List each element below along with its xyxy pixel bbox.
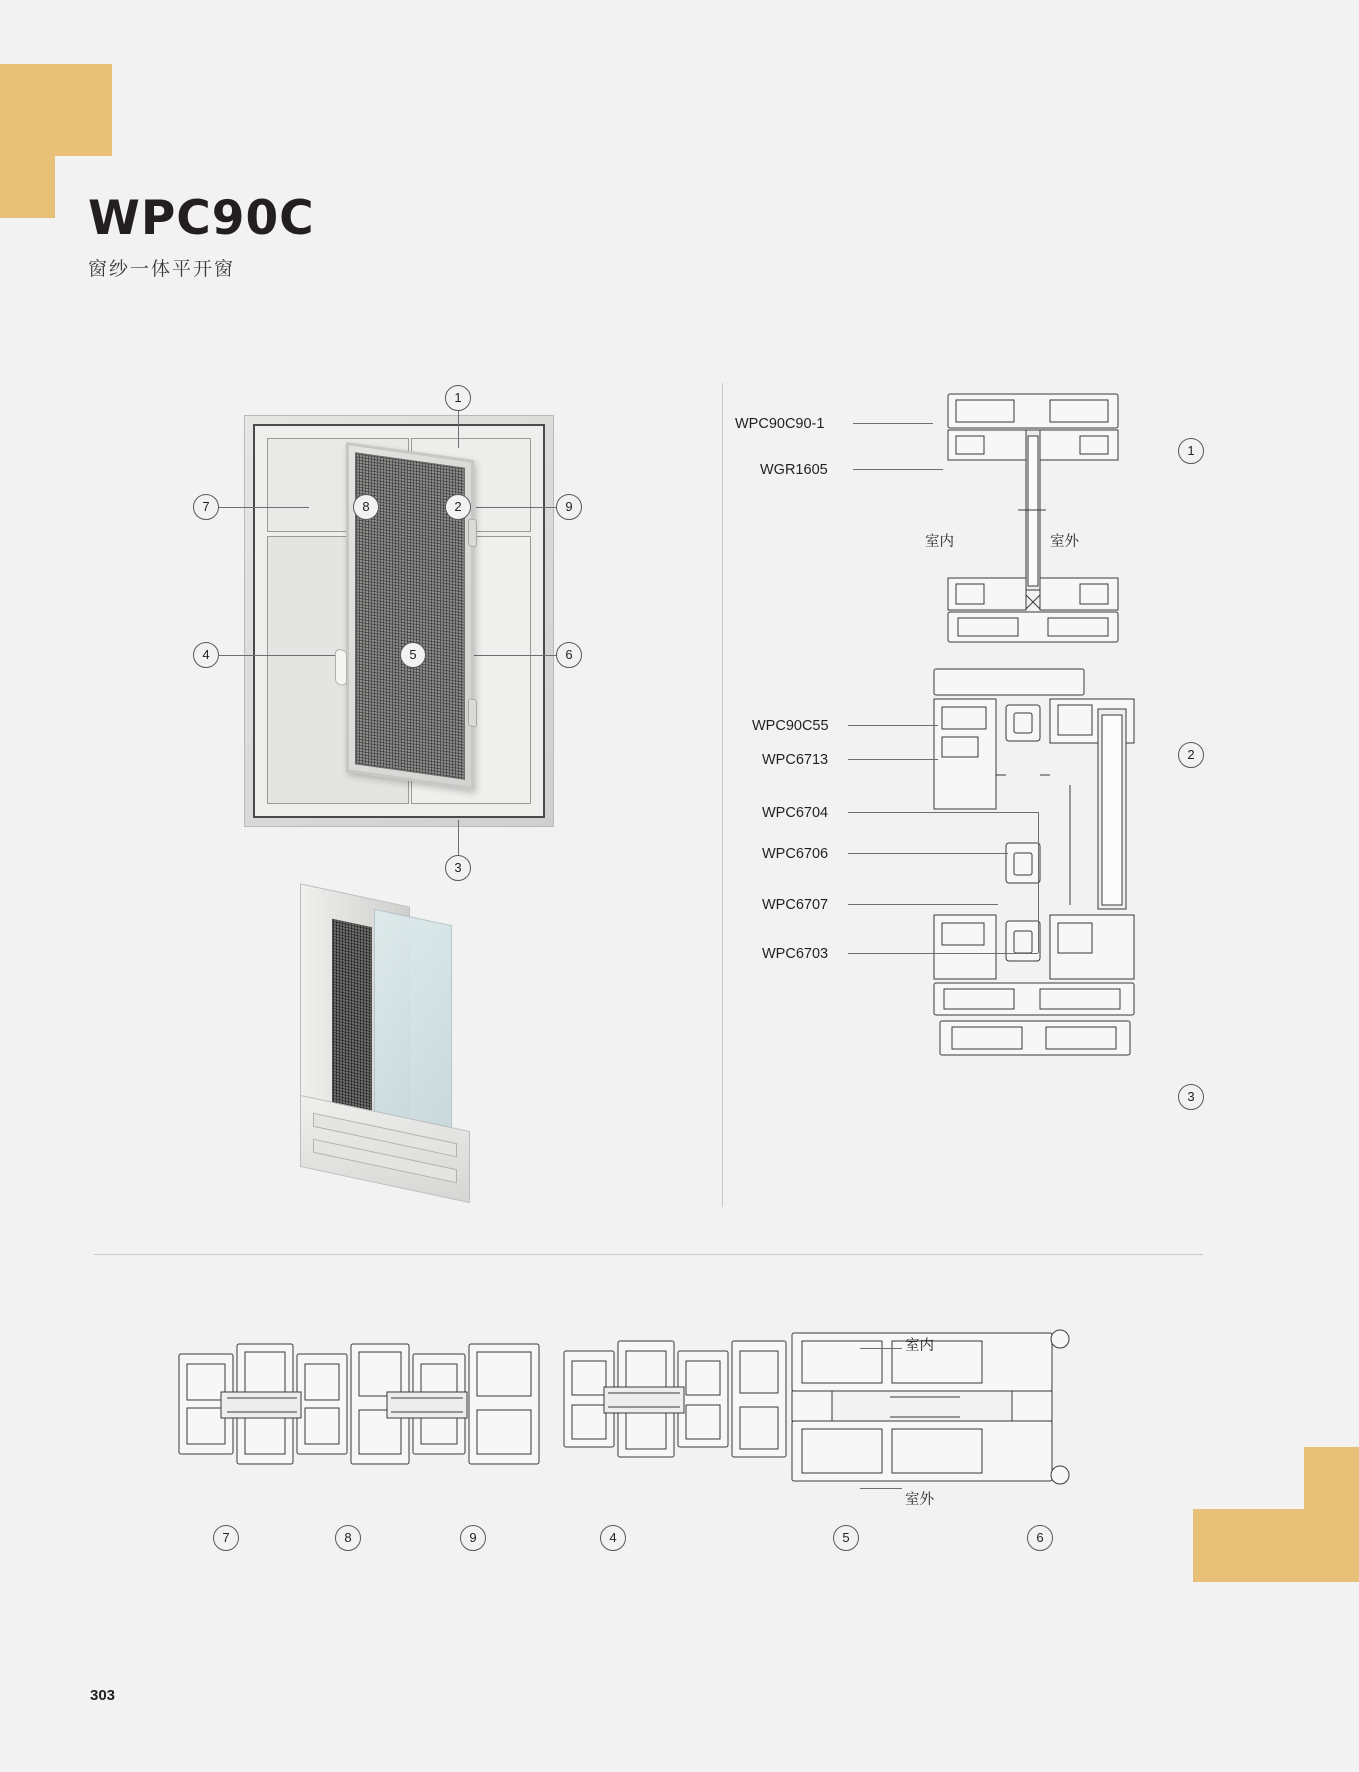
callout-9-photo: 9 xyxy=(556,494,582,520)
callout-6-photo: 6 xyxy=(556,642,582,668)
leader-callout-7 xyxy=(219,507,309,508)
detail-section-1-drawing xyxy=(940,390,1140,660)
decor-corner-top-left-small xyxy=(0,155,55,218)
part-label-wpc6707: WPC6707 xyxy=(762,897,829,913)
vertical-divider xyxy=(722,383,723,1207)
outdoor-label-bottom: 室外 xyxy=(905,1492,934,1508)
window-hinge-lower xyxy=(468,698,477,727)
callout-5-photo: 5 xyxy=(400,642,426,668)
callout-1-section: 1 xyxy=(1178,438,1204,464)
window-handle xyxy=(335,648,347,686)
horizontal-divider xyxy=(94,1254,1203,1255)
callout-7-bottom: 7 xyxy=(213,1525,239,1551)
section-screen-mesh xyxy=(332,919,372,1124)
leader-callout-9 xyxy=(476,507,556,508)
leader-vertical-group2 xyxy=(1038,812,1039,953)
callout-2-section: 2 xyxy=(1178,742,1204,768)
part-label-wpc90c90-1: WPC90C90-1 xyxy=(735,416,825,432)
callout-5-bottom: 5 xyxy=(833,1525,859,1551)
indoor-label-section1: 室内 xyxy=(925,534,954,550)
indoor-label-bottom: 室内 xyxy=(905,1338,934,1354)
bottom-profile-group-right xyxy=(560,1325,1080,1495)
callout-3-photo: 3 xyxy=(445,855,471,881)
callout-4-photo: 4 xyxy=(193,642,219,668)
leader-indoor-bottom xyxy=(860,1348,902,1349)
callout-4-bottom: 4 xyxy=(600,1525,626,1551)
callout-8-photo: 8 xyxy=(353,494,379,520)
bottom-profile-group-left xyxy=(175,1340,545,1470)
decor-corner-top-left-large xyxy=(0,64,112,156)
callout-3-section: 3 xyxy=(1178,1084,1204,1110)
callout-9-bottom: 9 xyxy=(460,1525,486,1551)
part-label-wpc6713: WPC6713 xyxy=(762,752,829,768)
callout-7-photo: 7 xyxy=(193,494,219,520)
leader-wpc90c55 xyxy=(848,725,938,726)
callout-2-photo: 2 xyxy=(445,494,471,520)
leader-outdoor-bottom xyxy=(860,1488,902,1489)
callout-1-photo: 1 xyxy=(445,385,471,411)
decor-corner-bottom-right-large xyxy=(1193,1509,1359,1582)
page-subtitle: 窗纱一体平开窗 xyxy=(88,259,236,280)
decor-corner-bottom-right-small xyxy=(1304,1447,1359,1510)
outdoor-label-section1: 室外 xyxy=(1050,534,1079,550)
part-label-wpc6703: WPC6703 xyxy=(762,946,829,962)
window-product-photo xyxy=(244,415,554,827)
leader-wpc6707 xyxy=(848,904,998,905)
leader-wpc6713 xyxy=(848,759,938,760)
callout-8-bottom: 8 xyxy=(335,1525,361,1551)
page-number: 303 xyxy=(90,1687,116,1704)
page-title-block xyxy=(88,191,315,281)
part-label-wpc90c55: WPC90C55 xyxy=(752,718,829,734)
part-label-wgr1605: WGR1605 xyxy=(760,462,828,478)
part-label-wpc6706: WPC6706 xyxy=(762,846,829,862)
part-label-wpc6704: WPC6704 xyxy=(762,805,829,821)
callout-6-bottom: 6 xyxy=(1027,1525,1053,1551)
leader-wpc6703 xyxy=(848,953,1038,954)
leader-wpc6706 xyxy=(848,853,1008,854)
section-glass-unit xyxy=(374,909,452,1131)
leader-wpc6704 xyxy=(848,812,1038,813)
page-title: WPC90C xyxy=(88,191,315,246)
leader-wgr1605 xyxy=(853,469,943,470)
corner-section-photo xyxy=(300,895,520,1185)
leader-wpc90c90-1 xyxy=(853,423,933,424)
leader-callout-3 xyxy=(458,820,459,858)
window-hinge-upper xyxy=(468,518,477,547)
